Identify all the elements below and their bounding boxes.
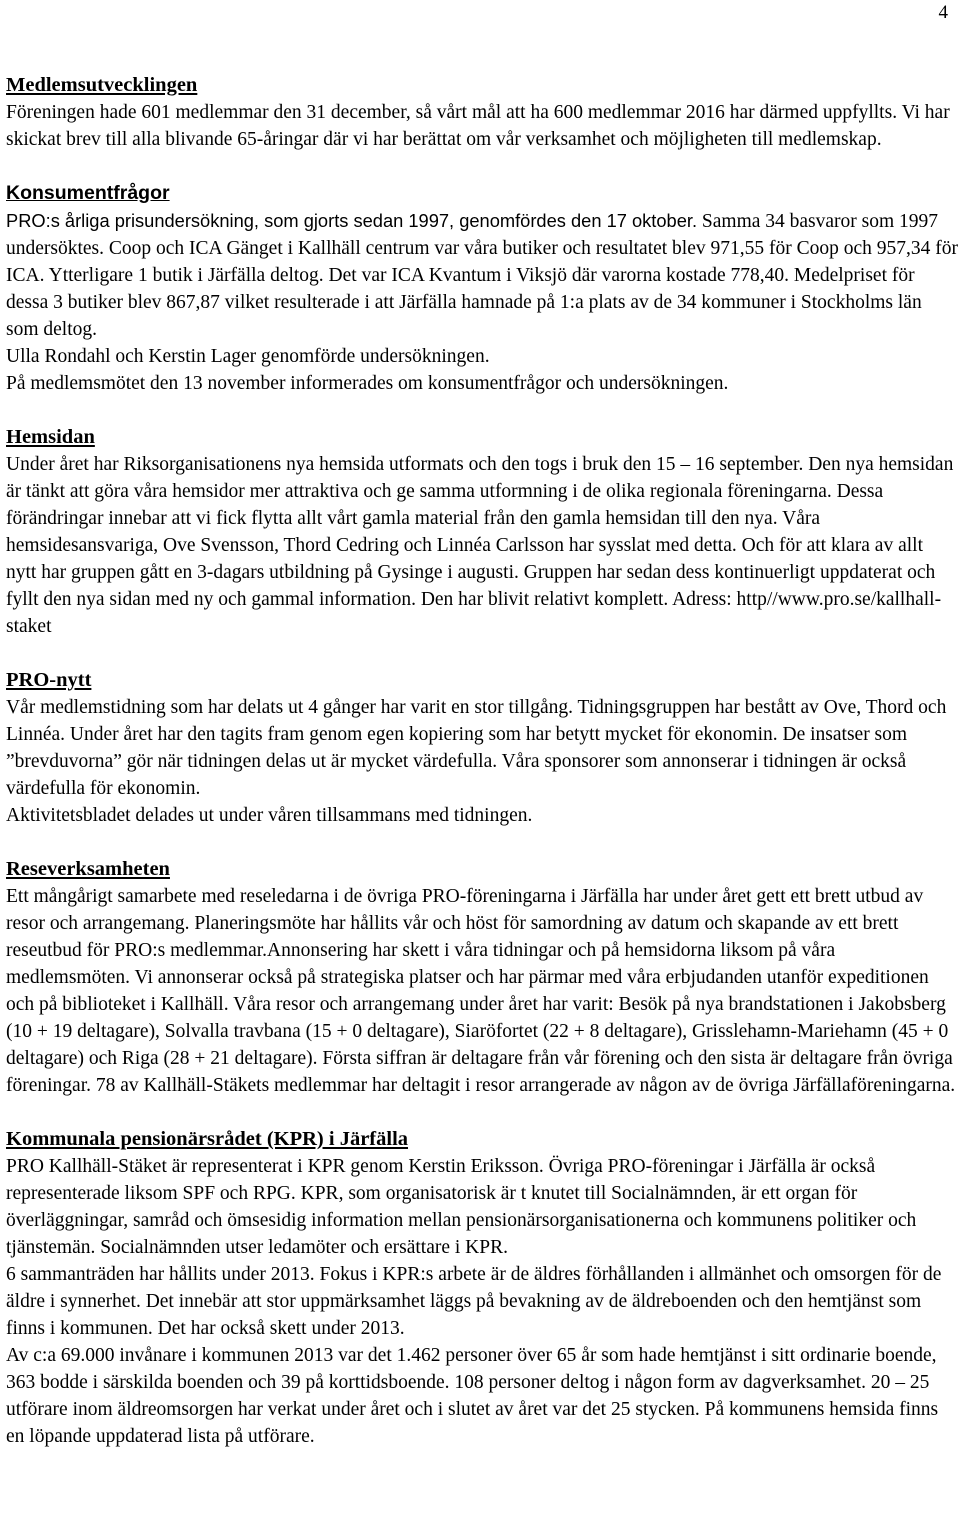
paragraph-run-sans: PRO:s årliga prisundersökning, som gjorts sedan 1997, genomfördes den 17 oktober. (6, 210, 698, 231)
section-spacer (6, 397, 958, 424)
paragraph: Ulla Rondahl och Kerstin Lager genomförde undersökningen. (6, 346, 490, 367)
paragraph: Vår medlemstidning som har delats ut 4 gånger har varit en stor tillgång. Tidningsgruppen har bestått av Ove, Thord och Linnéa. Under året har den tagits fram genom egen kopiering som har betytt mycket för ekonomin. De insatser som ”brevduvorna” gör när tidningen delas ut är mycket värdefulla. Våra sponsorer som annonserar i tidningen är också värdefulla för ekonomin. (6, 697, 947, 799)
paragraph: På medlemsmötet den 13 november informerades om konsumentfrågor och undersökningen. (6, 373, 729, 394)
section-konsumentfragor (6, 180, 958, 397)
section-spacer (6, 1099, 958, 1126)
section-body (6, 1153, 958, 1450)
section-body (6, 207, 958, 397)
section-hemsidan (6, 424, 958, 640)
section-body (6, 451, 958, 640)
paragraph-run: Samma 34 basvaror som 1997 undersöktes. Coop och ICA Gänget i Kallhäll centrum var våra butiker och resultatet blev 971,55 för Coop och 957,34 för ICA. Ytterligare 1 butik i Järfälla deltog. Det var ICA Kvantum i Viksjö där varorna kostade 778,40. Medelpriset för dessa 3 butiker blev 867,87 vilket resulterade i att Järfälla hamnade på 1:a plats av de 34 kommuner i Stockholms län som deltog. (6, 211, 959, 340)
document-body (6, 72, 958, 1450)
section-heading: Kommunala pensionärsrådet (KPR) i Järfälla (6, 1128, 409, 1150)
section-heading: Hemsidan (6, 426, 95, 448)
section-spacer (6, 640, 958, 667)
section-spacer (6, 153, 958, 180)
section-body (6, 99, 958, 153)
section-reseverksamheten (6, 856, 958, 1099)
paragraph: PRO Kallhäll-Stäket är representerat i KPR genom Kerstin Eriksson. Övriga PRO-föreningar i Järfälla är också representerade liksom SPF och RPG. KPR, som organisatorisk är t knutet till Socialnämnden, är ett organ för överläggningar, samråd och ömsesidig information mellan pensionärsorganisationerna och kommunens politiker och tjänstemän. Socialnämnden utser ledamöter och ersättare i KPR. (6, 1156, 917, 1258)
section-body (6, 694, 958, 829)
section-kpr (6, 1126, 958, 1450)
section-spacer (6, 829, 958, 856)
paragraph: Av c:a 69.000 invånare i kommunen 2013 var det 1.462 personer över 65 år som hade hemtjänst i sitt ordinarie boende, 363 bodde i särskilda boenden och 39 på korttidsboende. 108 personer deltog i någon form av dagverksamhet. 20 – 25 utförare inom äldreomsorgen har verkat under året och i slutet av året var det 25 stycken. På kommunens hemsida finns en löpande uppdaterad lista på utförare. (6, 1345, 939, 1447)
section-pro-nytt (6, 667, 958, 829)
section-heading: PRO-nytt (6, 669, 92, 691)
paragraph (6, 207, 958, 343)
section-heading: Medlemsutvecklingen (6, 74, 198, 96)
paragraph: Under året har Riksorganisationens nya hemsida utformats och den togs i bruk den 15 – 16 september. Den nya hemsidan är tänkt att göra våra hemsidor mer attraktiva och ge samma utformning i de olika regionala föreningarna. Dessa förändringar innebar att vi fick flytta allt vårt gamla material från den gamla hemsidan till den nya. Våra hemsidesansvariga, Ove Svensson, Thord Cedring och Linnéa Carlsson har sysslat med detta. Och för att klara av allt nytt har gruppen gått en 3-dagars utbildning på Gysinge i augusti. Gruppen har sedan dess kontinuerligt uppdaterat och fyllt den nya sidan med ny och gammal information. Den har blivit relativt komplett. Adress: http//www.pro.se/kallhall-staket (6, 454, 954, 637)
page-number: 4 (938, 2, 948, 23)
paragraph: Ett mångårigt samarbete med reseledarna i de övriga PRO-föreningarna i Järfälla har under året gett ett brett utbud av resor och arrangemang. Planeringsmöte har hållits vår och höst för samordning av datum och skapande av ett brett reseutbud för PRO:s medlemmar.Annonsering har skett i våra tidningar och på hemsidorna liksom på våra medlemsmöten. Vi annonserar också på strategiska platser och har pärmar med våra erbjudanden utanför expeditionen och på biblioteket i Kallhäll. Våra resor och arrangemang under året har varit: Besök på nya brandstationen i Jakobsberg (10 + 19 deltagare), Solvalla travbana (15 + 0 deltagare), Siaröfortet (22 + 8 deltagare), Grisslehamn-Mariehamn (45 + 0 deltagare) och Riga (28 + 21 deltagare). Första siffran är deltagare från vår förening och den sista är deltagare från övriga föreningar. 78 av Kallhäll-Stäkets medlemmar har deltagit i resor arrangerade av någon av de övriga Järfällaföreningarna. (6, 886, 956, 1096)
paragraph: 6 sammanträden har hållits under 2013. Fokus i KPR:s arbete är de äldres förhållanden i allmänhet och omsorgen för de äldre i synnerhet. Det innebär att stor uppmärksamhet läggs på bevakning av de äldreboenden och den hemtjänst som finns i kommunen. Det har också skett under 2013. (6, 1264, 942, 1339)
paragraph: Föreningen hade 601 medlemmar den 31 december, så vårt mål att ha 600 medlemmar 2016 har därmed uppfyllts. Vi har skickat brev till alla blivande 65-åringar där vi har berättat om vår verksamhet och möjligheten till medlemskap. (6, 102, 950, 150)
section-heading: Konsumentfrågor (6, 182, 170, 204)
section-heading: Reseverksamheten (6, 858, 170, 880)
section-body (6, 883, 958, 1099)
paragraph: Aktivitetsbladet delades ut under våren tillsammans med tidningen. (6, 805, 533, 826)
section-medlemsutvecklingen (6, 72, 958, 153)
